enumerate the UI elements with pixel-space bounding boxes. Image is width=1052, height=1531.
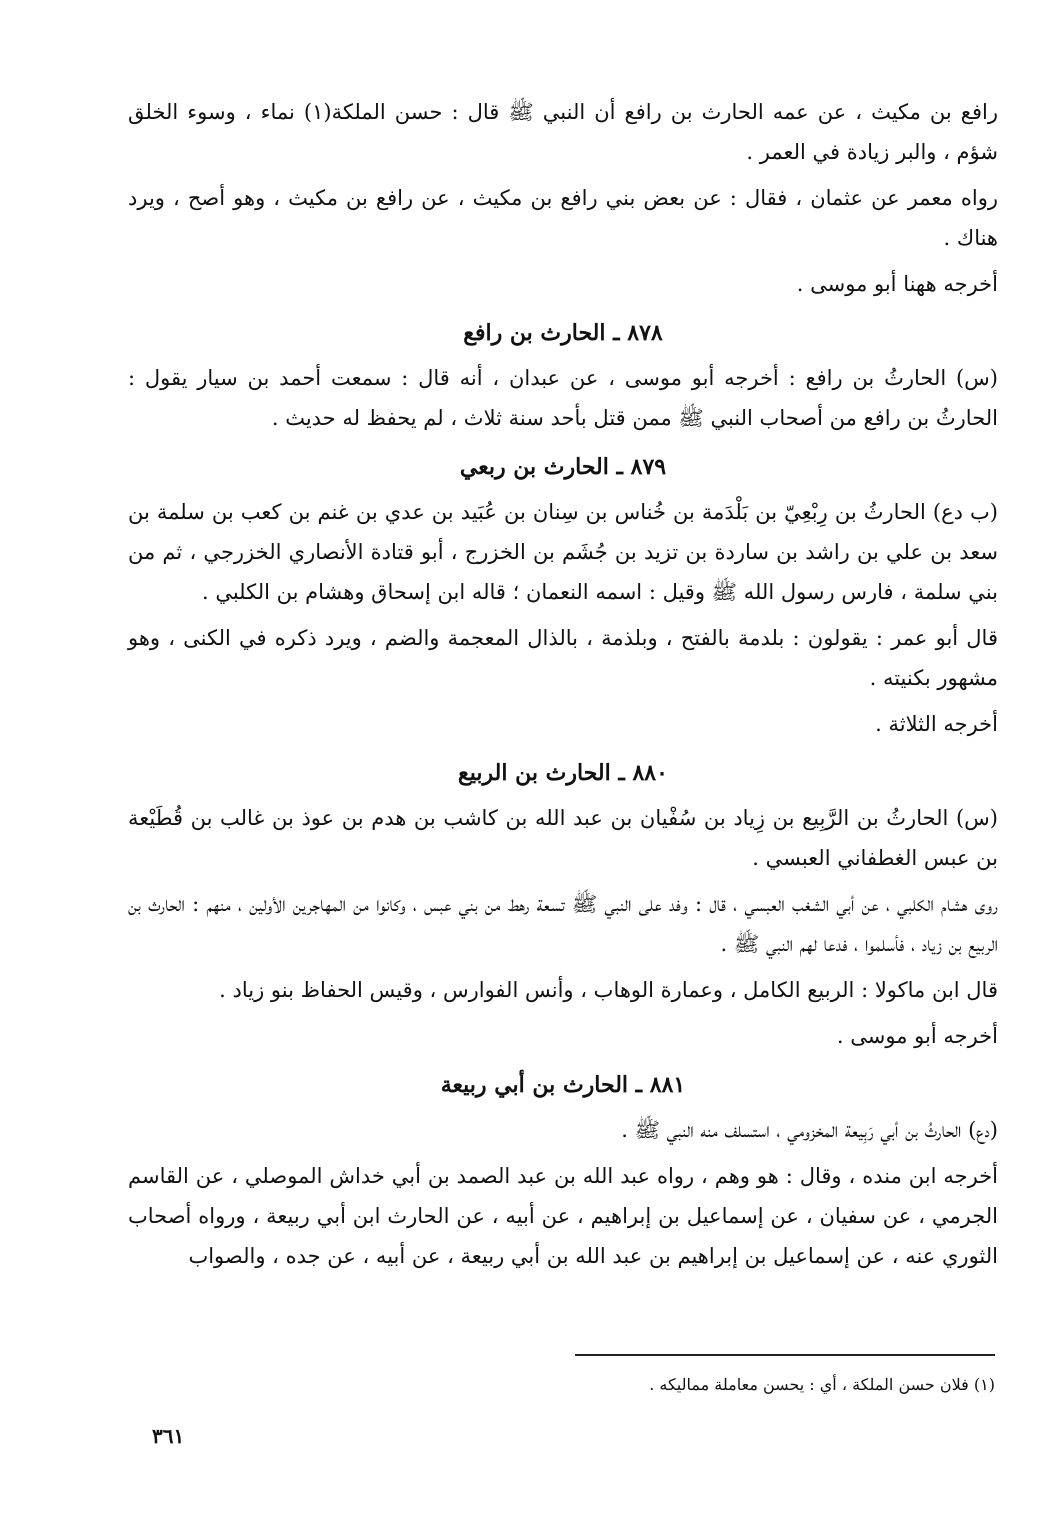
footnote: (١) فلان حسن الملكة ، أي : يحسن معاملة مماليكه . [649,1375,995,1394]
entry-heading: ٨٨٠ ـ الحارث بن الربيع [458,760,668,786]
paragraph: (ب دع) الحارثُ بن رِبْعِيّ بن بَلْدَمة بن خُناس بن سِنان بن عُبَيد بن عدي بن غنم بن كعب بن سلمة بن سعد بن علي بن راشد بن ساردة بن تزيد بن جُشَم بن الخزرج ، أبو قتادة الأنصاري الخزرجي ، ثم من بني سلمة ، فارس رسول الله ﷺ وقيل : اسمه النعمان ؛ قاله ابن إسحاق وهشام بن الكلبي . [128,500,998,604]
paragraph: أخرجه ههنا أبو موسى . [796,272,998,296]
paragraph: قال أبو عمر : يقولون : بلدمة بالفتح ، وبلذمة ، بالذال المعجمة والضم ، ويرد ذكره في الكنى ، وهو مشهور بكنيته . [128,626,998,690]
paragraph: رافع بن مكيث ، عن عمه الحارث بن رافع أن النبي ﷺ قال : حسن الملكة(١) نماء ، وسوء الخلق شؤم ، والبر زيادة في العمر . [128,100,998,164]
page-body [128,92,998,1282]
entry-heading: ٨٧٨ ـ الحارث بن رافع [463,320,663,346]
entry-880 [128,754,998,1056]
entry-881 [128,1066,998,1276]
footnote-divider [575,1354,995,1356]
entry-heading: ٨٧٩ ـ الحارث بن ربعي [459,454,667,480]
paragraph: (دع) الحارثُ بن أبي رَبِيعة المخزومي ، استسلف منه النبي ﷺ . [621,1118,998,1142]
paragraph: (س) الحارثُ بن الرَّبِيع بن زِياد بن سُفْيان بن عبد الله بن كاشب بن هدم بن عوذ بن غالب بن قُطَيْعة بن عبس الغطفاني العبسي . [128,806,998,870]
entry-879 [128,448,998,744]
paragraph: أخرجه أبو موسى . [836,1024,998,1048]
entry-heading: ٨٨١ ـ الحارث بن أبي ربيعة [440,1072,686,1098]
paragraph: روى هشام الكلبي ، عن أبي الشغب العبسي ، قال : وفد على النبي ﷺ تسعة رهط من بني عبس ، وكانوا من المهاجرين الأولين ، منهم : الحارث بن الربيع بن زياد ، فأسلموا ، فدعا لهم النبي ﷺ . [128,892,998,956]
entry-878 [128,314,998,438]
paragraph: (س) الحارثُ بن رافع : أخرجه أبو موسى ، عن عبدان ، أنه قال : سمعت أحمد بن سيار يقول : الحارثُ بن رافع من أصحاب النبي ﷺ ممن قتل بأحد سنة ثلاث ، لم يحفظ له حديث . [128,366,998,430]
intro-block [128,92,998,304]
paragraph: أخرجه الثلاثة . [875,712,998,736]
page-number: ٣٦١ [152,1424,185,1448]
paragraph: رواه معمر عن عثمان ، فقال : عن بعض بني رافع بن مكيث ، عن رافع بن مكيث ، وهو أصح ، ويرد هناك . [128,186,998,250]
paragraph: قال ابن ماكولا : الربيع الكامل ، وعمارة الوهاب ، وأنس الفوارس ، وقيس الحفاظ بنو زياد . [219,978,998,1002]
paragraph: أخرجه ابن منده ، وقال : هو وهم ، رواه عبد الله بن عبد الصمد بن أبي خداش الموصلي ، عن القاسم الجرمي ، عن سفيان ، عن إسماعيل بن إبراهيم ، عن أبيه ، عن الحارث ابن أبي ربيعة ، ورواه أصحاب الثوري عنه ، عن إسماعيل بن إبراهيم بن عبد الله بن أبي ربيعة ، عن أبيه ، عن جده ، والصواب [128,1164,998,1268]
